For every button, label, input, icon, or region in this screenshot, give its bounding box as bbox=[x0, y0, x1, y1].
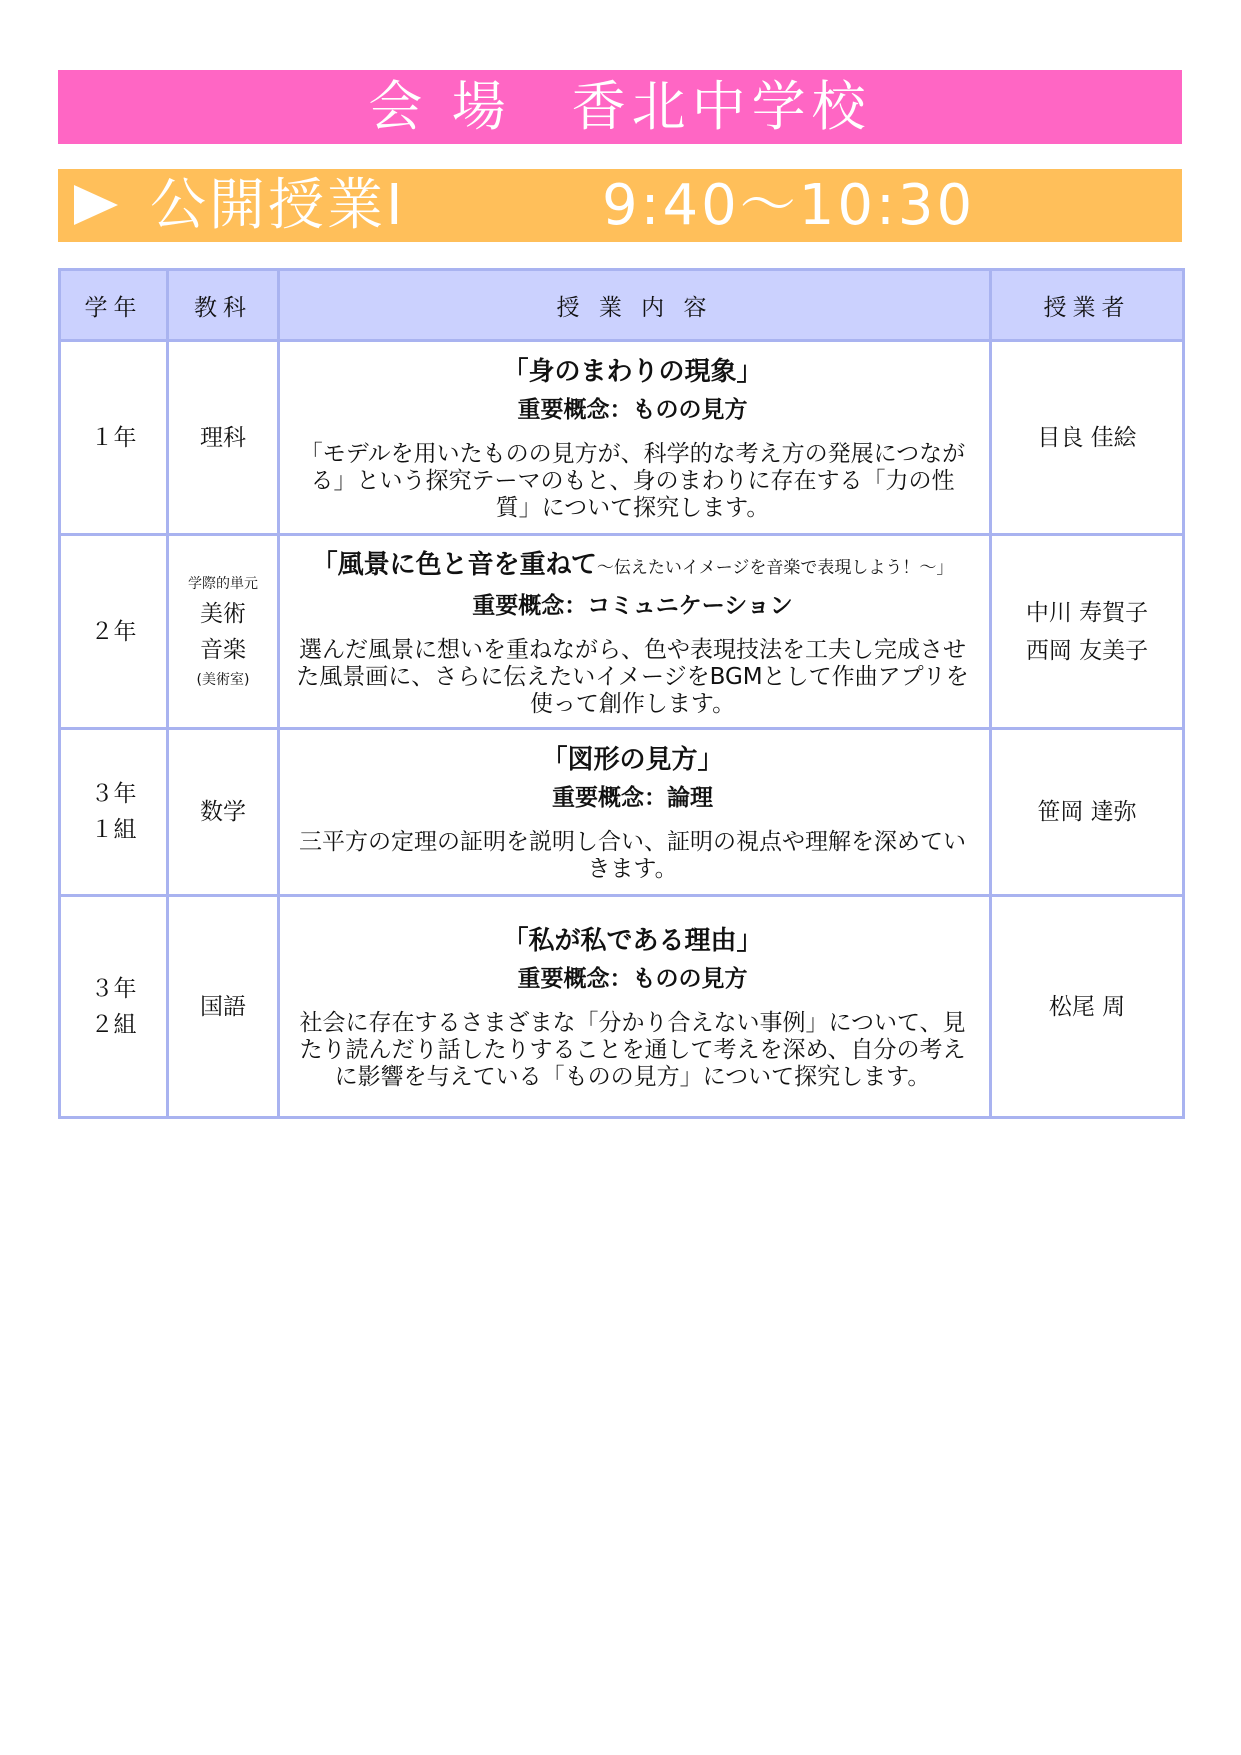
subject-note: 学際的単元 bbox=[188, 575, 258, 592]
teacher-cell bbox=[991, 535, 1184, 729]
header-teacher: 授業者 bbox=[991, 270, 1184, 341]
lesson-theme-main: 「風景に色と音を重ねて bbox=[311, 549, 597, 580]
table-header-row bbox=[60, 270, 1184, 341]
teacher-name: 笹岡 達弥 bbox=[1037, 799, 1137, 825]
key-concept: 重要概念：コミュニケーション bbox=[472, 592, 793, 619]
subject-cell bbox=[168, 896, 279, 1118]
lesson-description: 「モデルを用いたものの見方が、科学的な考え方の発展につながる」という探究テーマのもと、身のまわりに存在する「力の性質」について探究します。 bbox=[299, 441, 966, 521]
content-cell bbox=[279, 341, 991, 535]
grade-label: ３年 bbox=[90, 975, 137, 1002]
session-banner bbox=[58, 169, 1182, 242]
lesson-theme bbox=[296, 546, 969, 587]
content-cell bbox=[279, 896, 991, 1118]
grade-cell bbox=[60, 729, 168, 896]
table-row bbox=[60, 896, 1184, 1118]
subject-label: 理科 bbox=[200, 424, 246, 451]
key-concept: 重要概念：論理 bbox=[552, 785, 713, 811]
table-row bbox=[60, 729, 1184, 896]
lesson-theme: 「図形の見方」 bbox=[541, 745, 724, 775]
lesson-description: 社会に存在するさまざまな「分かり合えない事例」について、見たり読んだり話したりすることを通して考えを深め、自分の考えに影響を与えている「ものの見方」について探究します。 bbox=[299, 1010, 966, 1090]
subject-cell bbox=[168, 341, 279, 535]
session-time: 9:40〜10:30 bbox=[602, 173, 976, 238]
class-label: １組 bbox=[90, 817, 137, 843]
subject-cell bbox=[168, 729, 279, 896]
content-cell bbox=[279, 729, 991, 896]
teacher-cell bbox=[991, 729, 1184, 896]
play-triangle-icon bbox=[74, 185, 118, 225]
class-label: ２組 bbox=[90, 1011, 137, 1038]
table-row bbox=[60, 535, 1184, 729]
teacher-cell bbox=[991, 896, 1184, 1118]
teacher-cell bbox=[991, 341, 1184, 535]
content-cell bbox=[279, 535, 991, 729]
subject-label: 美術 bbox=[200, 600, 246, 627]
subject-room: (美術室) bbox=[196, 671, 250, 688]
venue-banner: 会 場 香北中学校 bbox=[58, 70, 1182, 144]
grade-label: ２年 bbox=[90, 618, 137, 645]
subject-cell bbox=[168, 535, 279, 729]
teacher-name: 中川 寿賀子 bbox=[1025, 599, 1149, 626]
header-grade: 学年 bbox=[60, 270, 168, 341]
header-content: 授 業 内 容 bbox=[279, 270, 991, 341]
subject-label: 音楽 bbox=[200, 636, 246, 663]
teacher-name: 西岡 友美子 bbox=[1025, 637, 1149, 664]
header-subject: 教科 bbox=[168, 270, 279, 341]
subject-label: 数学 bbox=[200, 799, 246, 825]
session-title: 公開授業Ⅰ bbox=[150, 173, 406, 238]
lesson-table bbox=[58, 268, 1185, 1119]
teacher-name: 松尾 周 bbox=[1048, 993, 1126, 1020]
subject-label: 国語 bbox=[200, 993, 246, 1020]
lesson-theme: 「私が私である理由」 bbox=[502, 926, 763, 956]
key-concept: 重要概念：ものの見方 bbox=[517, 397, 748, 423]
grade-label: １年 bbox=[90, 424, 137, 451]
lesson-theme: 「身のまわりの現象」 bbox=[502, 357, 763, 387]
teacher-name: 目良 佳絵 bbox=[1037, 424, 1137, 451]
grade-cell bbox=[60, 535, 168, 729]
key-concept: 重要概念：ものの見方 bbox=[517, 966, 748, 992]
grade-cell bbox=[60, 341, 168, 535]
grade-cell bbox=[60, 896, 168, 1118]
lesson-theme-sub: 〜伝えたいイメージを音楽で表現しよう！〜」 bbox=[596, 557, 954, 578]
lesson-description: 選んだ風景に想いを重ねながら、色や表現技法を工夫し完成させた風景画に、さらに伝えたいイメージをBGMとして作曲アプリを使って創作します。 bbox=[296, 636, 969, 717]
grade-label: ３年 bbox=[90, 781, 137, 807]
lesson-description: 三平方の定理の証明を説明し合い、証明の視点や理解を深めていきます。 bbox=[299, 829, 966, 882]
table-row bbox=[60, 341, 1184, 535]
